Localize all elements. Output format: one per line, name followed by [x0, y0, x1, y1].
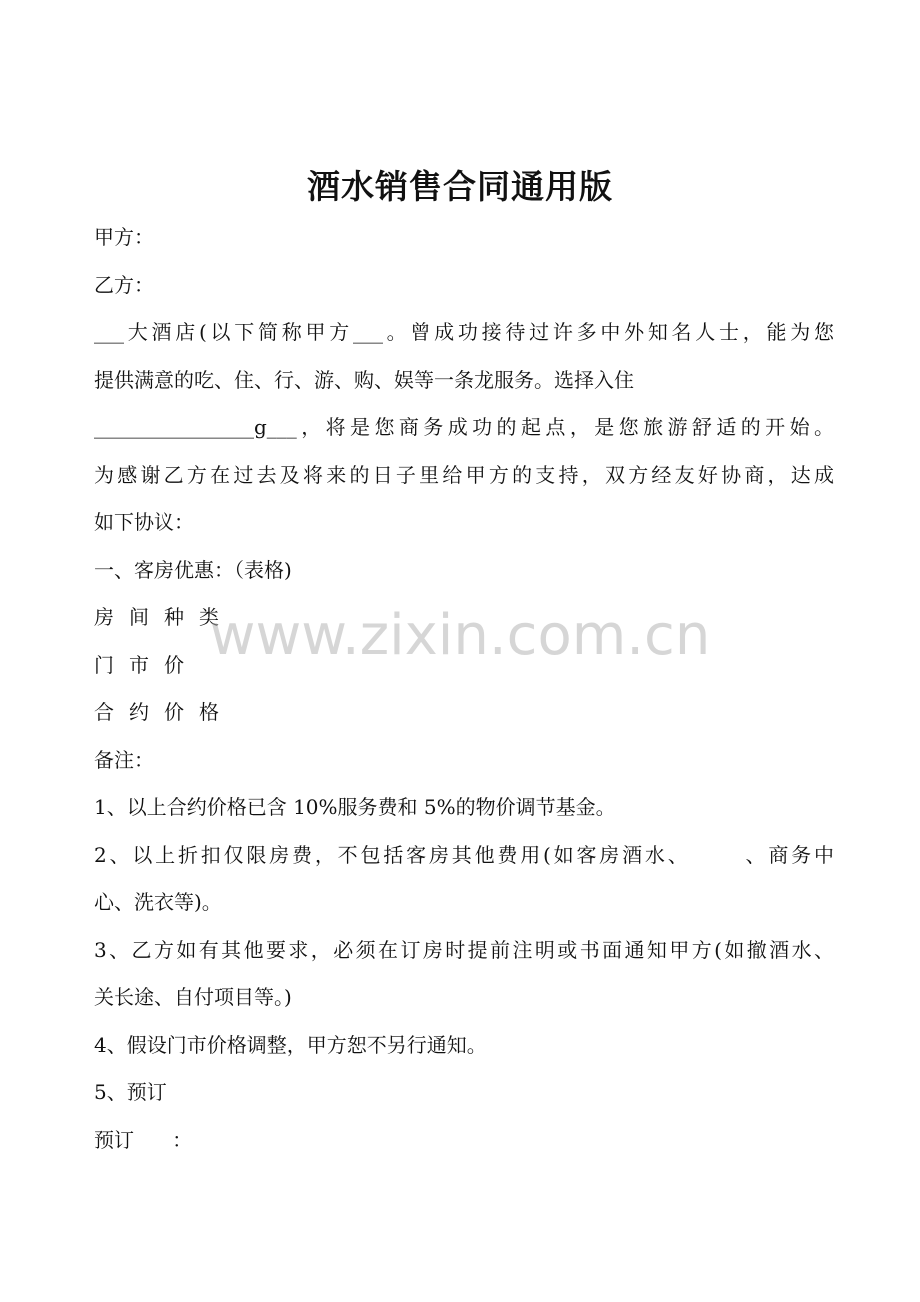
note-item-2-line-2: 心、洗衣等)。: [94, 890, 222, 914]
note-item-1: 1、以上合约价格已含 10%服务费和 5%的物价调节基金。: [94, 795, 616, 819]
party-b-label: 乙方：: [94, 272, 154, 297]
table-row-rack-rate: 门市价: [94, 652, 199, 677]
intro-line-4: 为感谢乙方在过去及将来的日子里给甲方的支持，双方经友好协商，达成: [94, 462, 834, 487]
party-a-label: 甲方：: [94, 225, 154, 249]
intro-line-2: 提供满意的吃、住、行、游、购、娱等一条龙服务。选择入住: [94, 367, 634, 392]
note-item-3-line-2: 关长途、自付项目等。): [94, 985, 292, 1009]
table-row-contract-price: 合约价格: [94, 700, 234, 724]
intro-line-1: ___大酒店(以下简称甲方___。曾成功接待过许多中外知名人士，能为您: [94, 320, 834, 344]
note-item-4: 4、假设门市价格调整，甲方恕不另行通知。: [94, 1032, 487, 1057]
booking-label: 预订 ：: [94, 1127, 193, 1152]
intro-line-3: ________________g___，将是您商务成功的起点，是您旅游舒适的开始。: [94, 415, 834, 439]
table-row-room-type: 房间种类: [94, 605, 234, 629]
note-item-2-line-1: 2、以上折扣仅限房费，不包括客房其他费用(如客房酒水、 、商务中: [94, 842, 834, 867]
note-item-5: 5、预订: [94, 1080, 167, 1104]
document-body: [94, 214, 834, 1164]
intro-line-5: 如下协议：: [94, 510, 194, 534]
notes-heading: 备注：: [94, 747, 154, 772]
note-item-3-line-1: 3、乙方如有其他要求，必须在订房时提前注明或书面通知甲方(如撤酒水、: [94, 937, 834, 962]
document-title: 酒水销售合同通用版: [307, 167, 613, 206]
watermark: www.zixin.com.cn: [209, 603, 711, 668]
section-room-discount-heading: 一、客房优惠：（表格): [94, 557, 292, 582]
